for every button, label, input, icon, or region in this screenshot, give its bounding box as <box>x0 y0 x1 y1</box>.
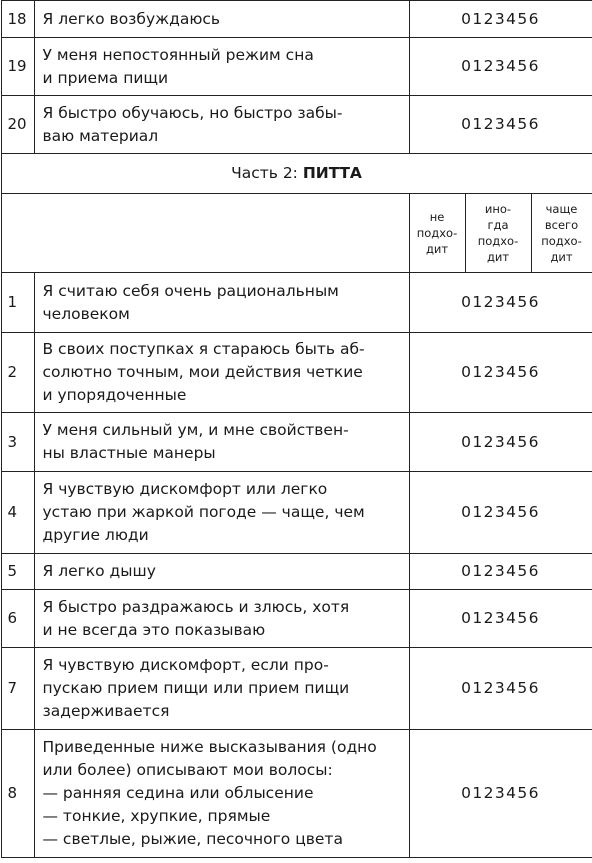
question-number: 3 <box>1 413 34 472</box>
question-statement <box>34 273 409 333</box>
question-number: 20 <box>1 96 34 154</box>
question-number: 1 <box>1 273 34 333</box>
statement-line: человеком <box>42 304 130 323</box>
statement-line: Я чувствую дискомфорт, если про- <box>42 656 329 674</box>
question-row <box>1 1 592 38</box>
rating-scale[interactable]: 0123456 <box>409 1 592 38</box>
question-statement <box>34 648 409 730</box>
question-row <box>1 472 592 554</box>
question-row <box>1 590 592 648</box>
header-line: всего <box>544 218 579 232</box>
rating-scale[interactable]: 0123456 <box>409 273 592 333</box>
statement-line: задерживается <box>42 702 170 720</box>
header-line: подхо- <box>416 226 458 240</box>
question-statement <box>34 472 409 554</box>
rating-scale[interactable]: 0123456 <box>409 333 592 413</box>
question-row <box>1 554 592 590</box>
statement-line: ваю материал <box>42 126 159 145</box>
statement-line: устаю при жаркой погоде — чаще, чем <box>42 503 365 521</box>
section-name: ПИТТА <box>302 164 362 182</box>
rating-scale[interactable]: 0123456 <box>409 413 592 472</box>
statement-line: Я считаю себя очень рациональным <box>42 281 339 300</box>
question-number: 18 <box>1 1 34 38</box>
header-line: дит <box>425 242 449 256</box>
rating-scale[interactable]: 0123456 <box>409 730 592 858</box>
question-number: 4 <box>1 472 34 554</box>
header-line: не <box>429 210 445 224</box>
section-header-group <box>1 154 592 273</box>
question-row <box>1 648 592 730</box>
statement-line: пускаю прием пищи или прием пищи <box>42 679 350 697</box>
question-number: 2 <box>1 333 34 413</box>
header-line: подхо- <box>541 234 582 248</box>
statement-line: Я легко дышу <box>42 562 156 580</box>
header-line: чаще <box>545 202 578 216</box>
question-row <box>1 413 592 472</box>
question-row <box>1 38 592 96</box>
statement-line: другие люди <box>42 526 149 544</box>
header-line: дит <box>550 250 573 264</box>
statement-line: Я быстро раздражаюсь и злюсь, хотя <box>42 597 350 616</box>
rating-scale[interactable]: 0123456 <box>409 38 592 96</box>
rating-scale[interactable]: 0123456 <box>409 590 592 648</box>
rating-scale[interactable]: 0123456 <box>409 96 592 154</box>
statement-line: Приведенные ниже высказывания (одно <box>42 738 377 756</box>
statement-line: — ранняя седина или облысение <box>42 784 314 802</box>
statement-line: У меня сильный ум, и мне свойствен- <box>42 421 349 439</box>
question-number: 19 <box>1 38 34 96</box>
question-statement <box>34 333 409 413</box>
question-number: 8 <box>1 730 34 858</box>
question-statement <box>34 1 409 38</box>
question-number: 5 <box>1 554 34 590</box>
question-statement <box>34 730 409 858</box>
statement-line: ны властные манеры <box>42 444 216 462</box>
section-title <box>1 154 592 194</box>
statement-line: Я легко возбуждаюсь <box>42 9 221 28</box>
statement-line: или более) описывают мои волосы: <box>42 761 333 779</box>
header-sometimes-suitable <box>465 194 531 273</box>
question-row <box>1 333 592 413</box>
header-line: гда <box>487 218 509 232</box>
statement-line: Я чувствую дискомфорт или легко <box>42 480 328 498</box>
header-line: ино- <box>484 202 512 216</box>
statement-line: — тонкие, хрупкие, прямые <box>42 807 271 825</box>
question-statement <box>34 413 409 472</box>
rating-scale[interactable]: 0123456 <box>409 472 592 554</box>
question-number: 7 <box>1 648 34 730</box>
statement-line: и приема пищи <box>42 68 169 87</box>
questionnaire-table <box>1 0 592 858</box>
section-prefix: Часть 2: <box>231 164 303 182</box>
question-number: 6 <box>1 590 34 648</box>
statement-line: Я быстро обучаюсь, но быстро забы- <box>42 103 343 122</box>
vata-rows <box>1 1 592 154</box>
statement-line: и упорядоченные <box>42 386 187 404</box>
statement-line: и не всегда это показываю <box>42 620 266 639</box>
header-line: дит <box>486 250 510 264</box>
question-statement <box>34 96 409 154</box>
section-row <box>1 154 592 194</box>
statement-line: В своих поступках я стараюсь быть аб- <box>42 340 365 358</box>
statement-line: солютно точным, мои действия четкие <box>42 363 363 381</box>
question-statement <box>34 554 409 590</box>
rating-scale[interactable]: 0123456 <box>409 648 592 730</box>
question-row <box>1 273 592 333</box>
header-empty-cell <box>1 194 409 273</box>
question-statement <box>34 590 409 648</box>
question-row <box>1 96 592 154</box>
question-statement <box>34 38 409 96</box>
header-line: подхо- <box>477 234 519 248</box>
column-header-row <box>1 194 592 273</box>
question-row <box>1 730 592 858</box>
header-not-suitable <box>409 194 465 273</box>
rating-scale[interactable]: 0123456 <box>409 554 592 590</box>
pitta-rows <box>1 273 592 858</box>
statement-line: — светлые, рыжие, песочного цвета <box>42 830 343 848</box>
header-mostly-suitable <box>531 194 592 273</box>
statement-line: У меня непостоянный режим сна <box>42 45 314 64</box>
